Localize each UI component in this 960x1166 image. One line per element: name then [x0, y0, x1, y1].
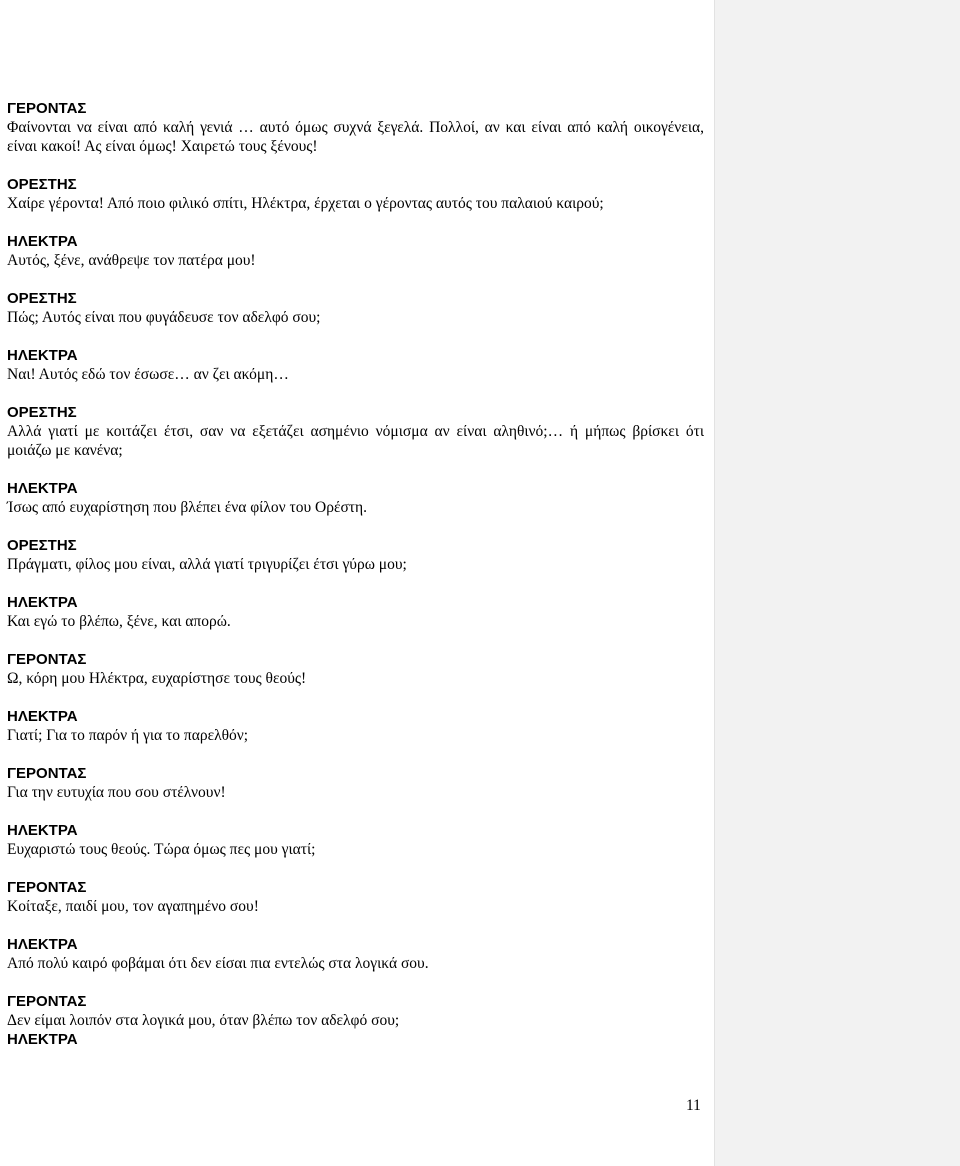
spoken-line: Ναι! Αυτός εδώ τον έσωσε… αν ζει ακόμη…	[7, 366, 289, 383]
spoken-line: Γιατί; Για το παρόν ή για το παρελθόν;	[7, 727, 249, 744]
speaker-name: ΓΕΡΟΝΤΑΣ	[7, 993, 87, 1010]
dialogue-text	[7, 99, 704, 1049]
speaker-name: ΓΕΡΟΝΤΑΣ	[7, 879, 87, 896]
speaker-name: ΗΛΕΚΤΡΑ	[7, 936, 78, 953]
dialogue-block	[7, 593, 704, 631]
spoken-line: Κοίταξε, παιδί μου, τον αγαπημένο σου!	[7, 898, 259, 915]
dialogue-block	[7, 289, 704, 327]
spoken-line: Και εγώ το βλέπω, ξένε, και απορώ.	[7, 613, 231, 630]
speaker-name: ΗΛΕΚΤΡΑ	[7, 1031, 78, 1048]
speaker-name: ΓΕΡΟΝΤΑΣ	[7, 100, 87, 117]
speaker-name: ΟΡΕΣΤΗΣ	[7, 404, 77, 421]
dialogue-block	[7, 764, 704, 802]
dialogue-block	[7, 175, 704, 213]
spoken-line: Ίσως από ευχαρίστηση που βλέπει ένα φίλον του Ορέστη.	[7, 499, 368, 516]
spoken-line: Αλλά γιατί με κοιτάζει έτσι, σαν να εξετάζει ασημένιο νόμισμα αν είναι αληθινό;… ή μήπως βρίσκει ότι μοιάζω με κανένα;	[7, 423, 704, 459]
dialogue-block	[7, 403, 704, 460]
page-number: 11	[686, 1097, 701, 1114]
dialogue-block	[7, 99, 704, 156]
dialogue-block	[7, 536, 704, 574]
dialogue-block	[7, 992, 704, 1030]
dialogue-block	[7, 479, 704, 517]
spoken-line: Αυτός, ξένε, ανάθρεψε τον πατέρα μου!	[7, 252, 256, 269]
spoken-line: Δεν είμαι λοιπόν στα λογικά μου, όταν βλέπω τον αδελφό σου;	[7, 1012, 400, 1029]
speaker-name: ΓΕΡΟΝΤΑΣ	[7, 765, 87, 782]
comment-margin-pane	[714, 0, 960, 1166]
dialogue-block	[7, 821, 704, 859]
speaker-name: ΗΛΕΚΤΡΑ	[7, 822, 78, 839]
spoken-line: Για την ευτυχία που σου στέλνουν!	[7, 784, 226, 801]
spoken-line: Ευχαριστώ τους θεούς. Τώρα όμως πες μου γιατί;	[7, 841, 316, 858]
speaker-name: ΗΛΕΚΤΡΑ	[7, 347, 78, 364]
dialogue-block	[7, 935, 704, 973]
dialogue-block	[7, 707, 704, 745]
speaker-name: ΗΛΕΚΤΡΑ	[7, 594, 78, 611]
speaker-name: ΟΡΕΣΤΗΣ	[7, 290, 77, 307]
dialogue-block	[7, 232, 704, 270]
spoken-line: Πράγματι, φίλος μου είναι, αλλά γιατί τριγυρίζει έτσι γύρω μου;	[7, 556, 407, 573]
speaker-name: ΓΕΡΟΝΤΑΣ	[7, 651, 87, 668]
speaker-name: ΗΛΕΚΤΡΑ	[7, 480, 78, 497]
spoken-line: Χαίρε γέροντα! Από ποιο φιλικό σπίτι, Ηλέκτρα, έρχεται ο γέροντας αυτός του παλαιού καιρού;	[7, 195, 604, 212]
speaker-name: ΗΛΕΚΤΡΑ	[7, 708, 78, 725]
dialogue-block	[7, 650, 704, 688]
spoken-line: Από πολύ καιρό φοβάμαι ότι δεν είσαι πια εντελώς στα λογικά σου.	[7, 955, 429, 972]
spoken-line: Φαίνονται να είναι από καλή γενιά … αυτό όμως συχνά ξεγελά. Πολλοί, αν και είναι από καλή οικογένεια, είναι κακοί! Ας είναι όμως! Χαιρετώ τους ξένους!	[7, 119, 704, 155]
speaker-name: ΗΛΕΚΤΡΑ	[7, 233, 78, 250]
dialogue-block	[7, 878, 704, 916]
speaker-name: ΟΡΕΣΤΗΣ	[7, 176, 77, 193]
dialogue-block	[7, 1030, 704, 1049]
dialogue-block	[7, 346, 704, 384]
spoken-line: Ω, κόρη μου Ηλέκτρα, ευχαρίστησε τους θεούς!	[7, 670, 307, 687]
spoken-line: Πώς; Αυτός είναι που φυγάδευσε τον αδελφό σου;	[7, 309, 321, 326]
speaker-name: ΟΡΕΣΤΗΣ	[7, 537, 77, 554]
